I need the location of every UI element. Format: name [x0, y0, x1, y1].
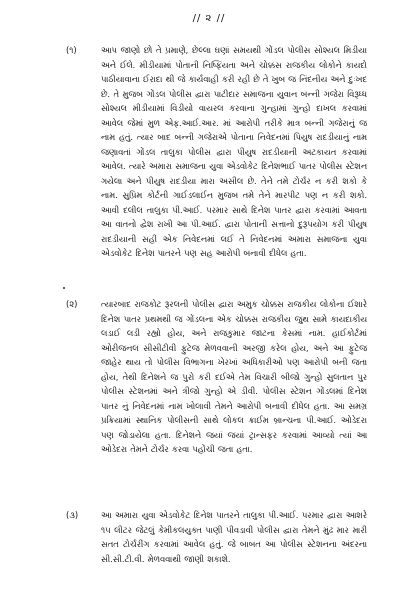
paragraph-number: (૨)	[66, 299, 78, 309]
stray-dot-mark	[63, 287, 65, 289]
paragraph-text: ત્યારબાદ રાજકોટ રૂરલની પોલીસ દ્વારા અમુક ચોક્કસ રાજકીય લોકોના ઈશારે દિનેશ પાતર પ્રથમથી જ ગોંડલના એક ચોક્કસ રાજકીય જુથ સામે કાયદાકીય લડાઈ લડી રહ્યો હોય, અને રાજકુમાર જાટના કેસમાં નામ. હાઈકોર્ટમાં ઓરીજનલ સીસીટીવી ફુટેજ મેળવવાની અરજી કરેલ હોય, અને આ ફુટેજ જાહેર થાય તો પોલીસ વિભાગના ખેરખાં અધિકારીઓ પણ આરોપી બની જતા હોય, તેથી દિનેશને જ પુરો કરી દઈએ તેમ વિચારી બીજો ગુન્હો સુલતાન પુર પોલીસ સ્ટેશનમાં અને ત્રીજો ગુન્હો એ ડીવી. પોલીસ સ્ટેશન ગોંડલમાં દિનેશ પાતર નું નિવેદનમાં નામ ખોલાવી તેમને આરોપી બનાવી દીધેલ હતા. આ સમગ્ર પ્રક્રિયામાં સ્થાનિક પોલીસની સાથે લોકલ ક્રાઈમ બ્રાન્ચના પી.આઈ. ઓડેદરા પણ જોડાયેલા હતા. દિનેશને જયાં જયાં ટ્રાન્સફર કરવામાં આવ્યો ત્યાં આ ઓડેદરા તેમને ટોર્ચર કરવા પહોંચી જતા હતા.	[101, 299, 367, 454]
page-number: // ૨ //	[192, 13, 226, 24]
paragraph-text: આપ જાણો છો તે પ્રમાણે, છેલ્લા ઘણાં સમયથી ગોંડલ પોલીસ સોશ્યલ મિડીયા અને ઈલે. મીડીયામાં પોતાની નિષ્ફિયતા અને ચોક્કસ રાજકીય લોકોને કાયદો પાઠીયાવાના ઈરાદા થી જે કાર્યવાહી કરી રહી છે તે ખુબ જ નિંદનીય અને દુઃખદ છે. તે મુજબ ગોંડલ પોલીસ દ્વારા પાટીદાર સમાજના યુવાન બન્ની ગજેરા વિરૂધ્ધ સોશ્યલ મીડીયામાં વિડીયો વાયરલ કરવાના ગુન્હામાં ગુન્હો દાખલ કરવામાં આવેલ જેમાં મુળ એફ.આઈ.આર. માં આરોપી તરીકે માત્ર બન્ની ગજેરાનું જ નામ હતું. ત્યાર બાદ બન્ની ગજેરાએ પોતાના નિવેદનમાં પિયુષ રાદડીયાનું નામ જણાવતાં ગોંડલ તાલુકા પોલીસ દ્વારા પીયુષ રાદડીયાની અટકાયત કરવામાં આવેલ. ત્યારે અમારા સમાજના યુવા એડવોકેટ દિનેશભાઈ પાતર પોલીસ સ્ટેશન ગયેલા અને પીયુષ રાદડીયા મારા અસીલ છે. તેને તમે ટોર્ચર ન કરી શકો કે નામ. સુપ્રિમ કોર્ટની ગાઈડલાઈન મુજબ તમે તેને મારપીટ પણ ન કરી શકો. આવી દલીલ તાલુકા પી.આઈ. પરમાર સાથે દિનેશ પાતર દ્વારા કરવામાં આવતા આ વાતનો દ્વેશ રાખી આ પી.આઈ. દ્વારા પોતાની સત્તાનો દુરૂપયોગ કરી પીયુષ રાદડીયાની સહી એક નિવેદનમાં લઈ તે નિવેદનમાં અમારા સમાજના યુવા એડવોકેટ દિનેશ પાતરને પણ સહ આરોપી બનાવી દીધેલ હતા.	[101, 45, 367, 258]
paragraph-number: (૩)	[66, 510, 79, 520]
paragraph-text: આ અમારા યુવા એડવોકેટ દિનેશ પાતરને તાલુકા પી.આઈ. પરમાર દ્વારા આશરે ૧૫ લીટર જેટલું કેમીકલયુક્ત પાણી પીવડાવી પોલીસ દ્વારા તેમને મુંઢ માર મારી સતત ટોર્ચરીંગ કરવામાં આવેલ હતું. જે બાબત આ પોલીસ સ્ટેશનના અંદરના સી.સી.ટી.વી. મેળવવાથી જાણી શકાશે.	[101, 510, 367, 564]
paragraph-number: (૧)	[66, 45, 77, 55]
